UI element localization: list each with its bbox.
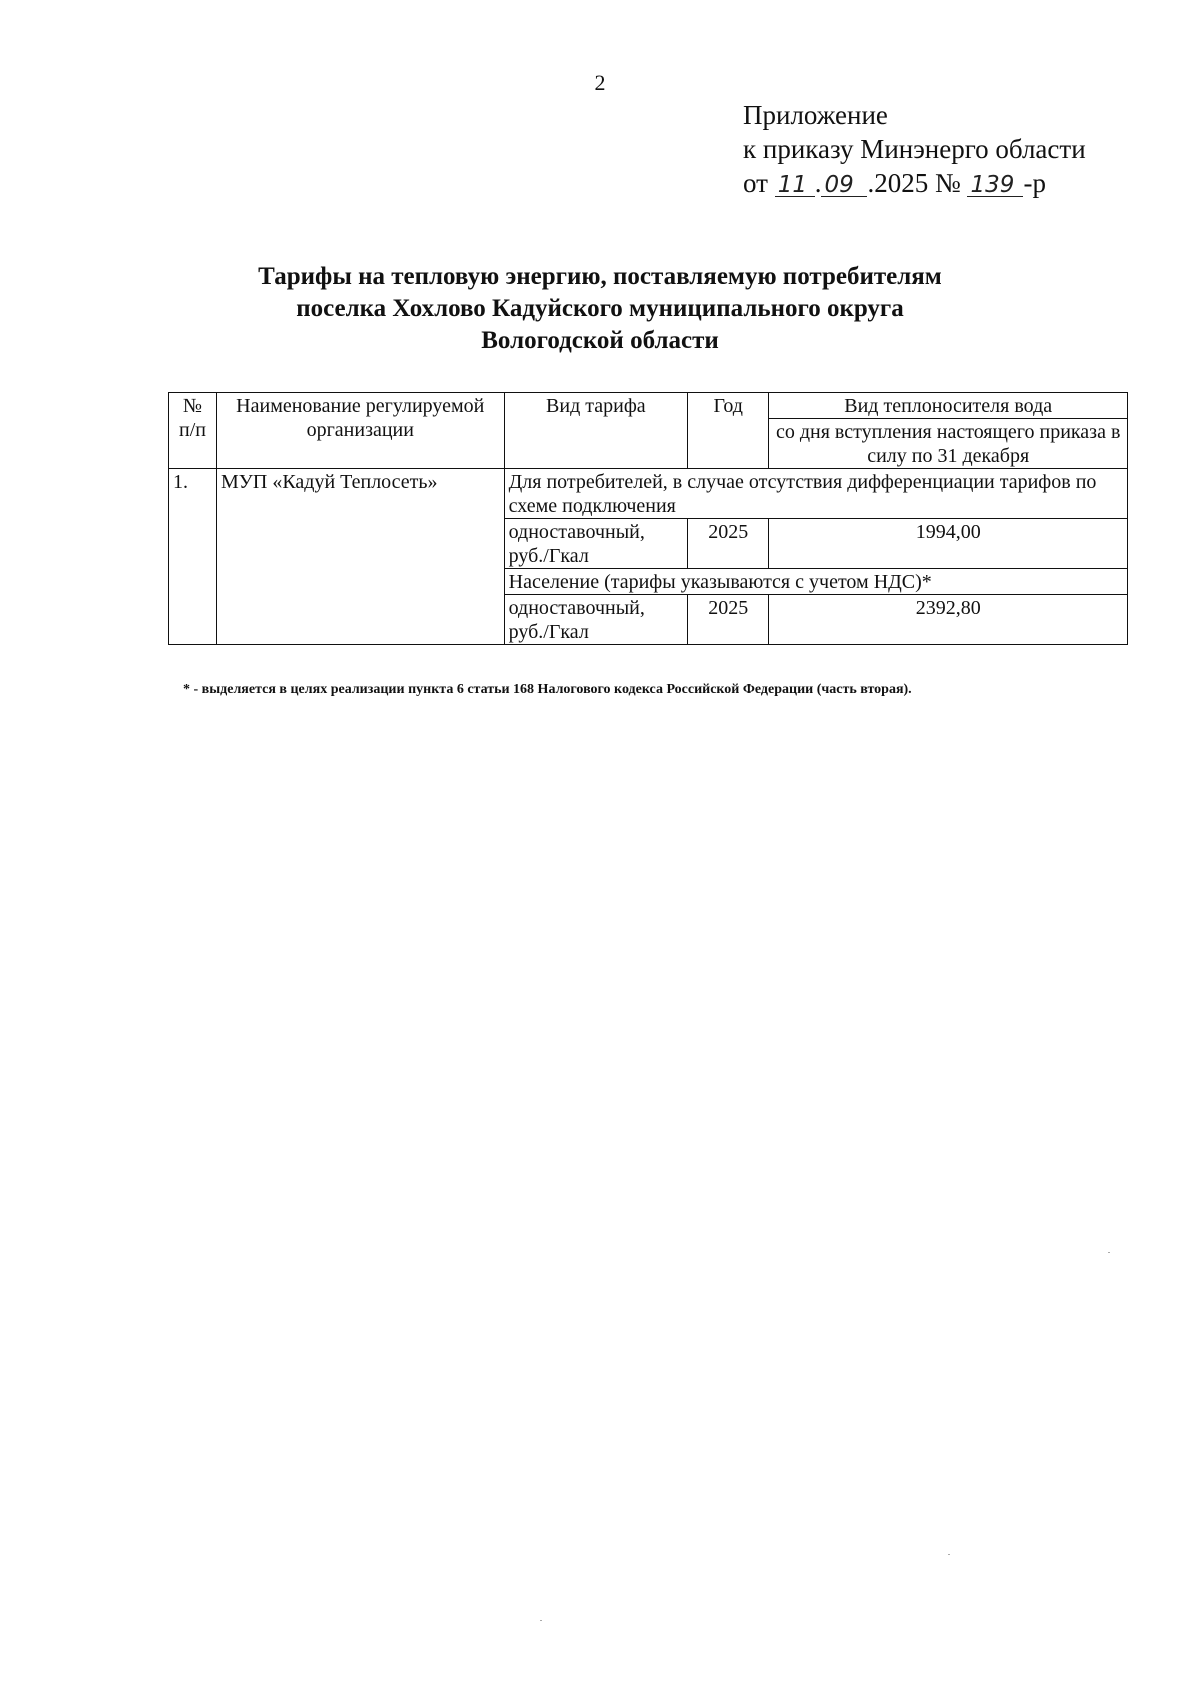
row-value-2: 2392,80: [769, 595, 1128, 645]
approval-line-3: от 11 . 09 .2025 № 139 -р: [743, 168, 1046, 198]
header-period: со дня вступления настоящего приказа в силу по 31 декабря: [769, 419, 1128, 469]
scan-speck: [1108, 1252, 1110, 1253]
scan-speck: [540, 1620, 542, 1621]
row-group-population: Население (тарифы указываются с учетом НДС)*: [504, 569, 1127, 595]
header-organization: Наименование регулируемой организации: [216, 393, 504, 469]
scan-speck: [948, 1554, 950, 1555]
footnote: * - выделяется в целях реализации пункта 6 статьи 168 Налогового кодекса Российской Федерации (часть вторая).: [183, 682, 912, 697]
approval-block: [743, 98, 1086, 200]
row-year-1: 2025: [688, 519, 769, 569]
row-number: 1.: [169, 469, 217, 645]
approval-line-1: Приложение: [743, 100, 888, 130]
title-line-1: Тарифы на тепловую энергию, поставляемую потребителям: [258, 263, 942, 290]
row-tariff-type-2: одноставочный, руб./Гкал: [504, 595, 687, 645]
approval-number-handwritten: 139: [967, 174, 1023, 197]
title-line-3: Вологодской области: [481, 327, 719, 354]
approval-month-handwritten: 09: [821, 174, 867, 197]
header-number: № п/п: [169, 393, 217, 469]
table-header-row: [169, 393, 1128, 419]
page-number: 2: [594, 70, 606, 95]
row-value-1: 1994,00: [769, 519, 1128, 569]
approval-line-2: к приказу Минэнерго области: [743, 134, 1086, 164]
header-year: Год: [688, 393, 769, 469]
approval-day-handwritten: 11: [775, 174, 815, 197]
title-line-2: поселка Хохлово Кадуйского муниципального округа: [296, 295, 904, 322]
approval-suffix: -р: [1023, 168, 1046, 198]
row-year-2: 2025: [688, 595, 769, 645]
header-tariff-type: Вид тарифа: [504, 393, 687, 469]
row-group-consumers: Для потребителей, в случае отсутствия дифференциации тарифов по схеме подключения: [504, 469, 1127, 519]
row-tariff-type-1: одноставочный, руб./Гкал: [504, 519, 687, 569]
row-organization: МУП «Кадуй Теплосеть»: [216, 469, 504, 645]
approval-prefix: от: [743, 168, 768, 198]
tariff-table: [168, 392, 1128, 645]
document-title: [0, 261, 1200, 357]
approval-year: .2025 №: [867, 168, 961, 198]
header-carrier: Вид теплоносителя вода: [769, 393, 1128, 419]
table-row: [169, 469, 1128, 519]
